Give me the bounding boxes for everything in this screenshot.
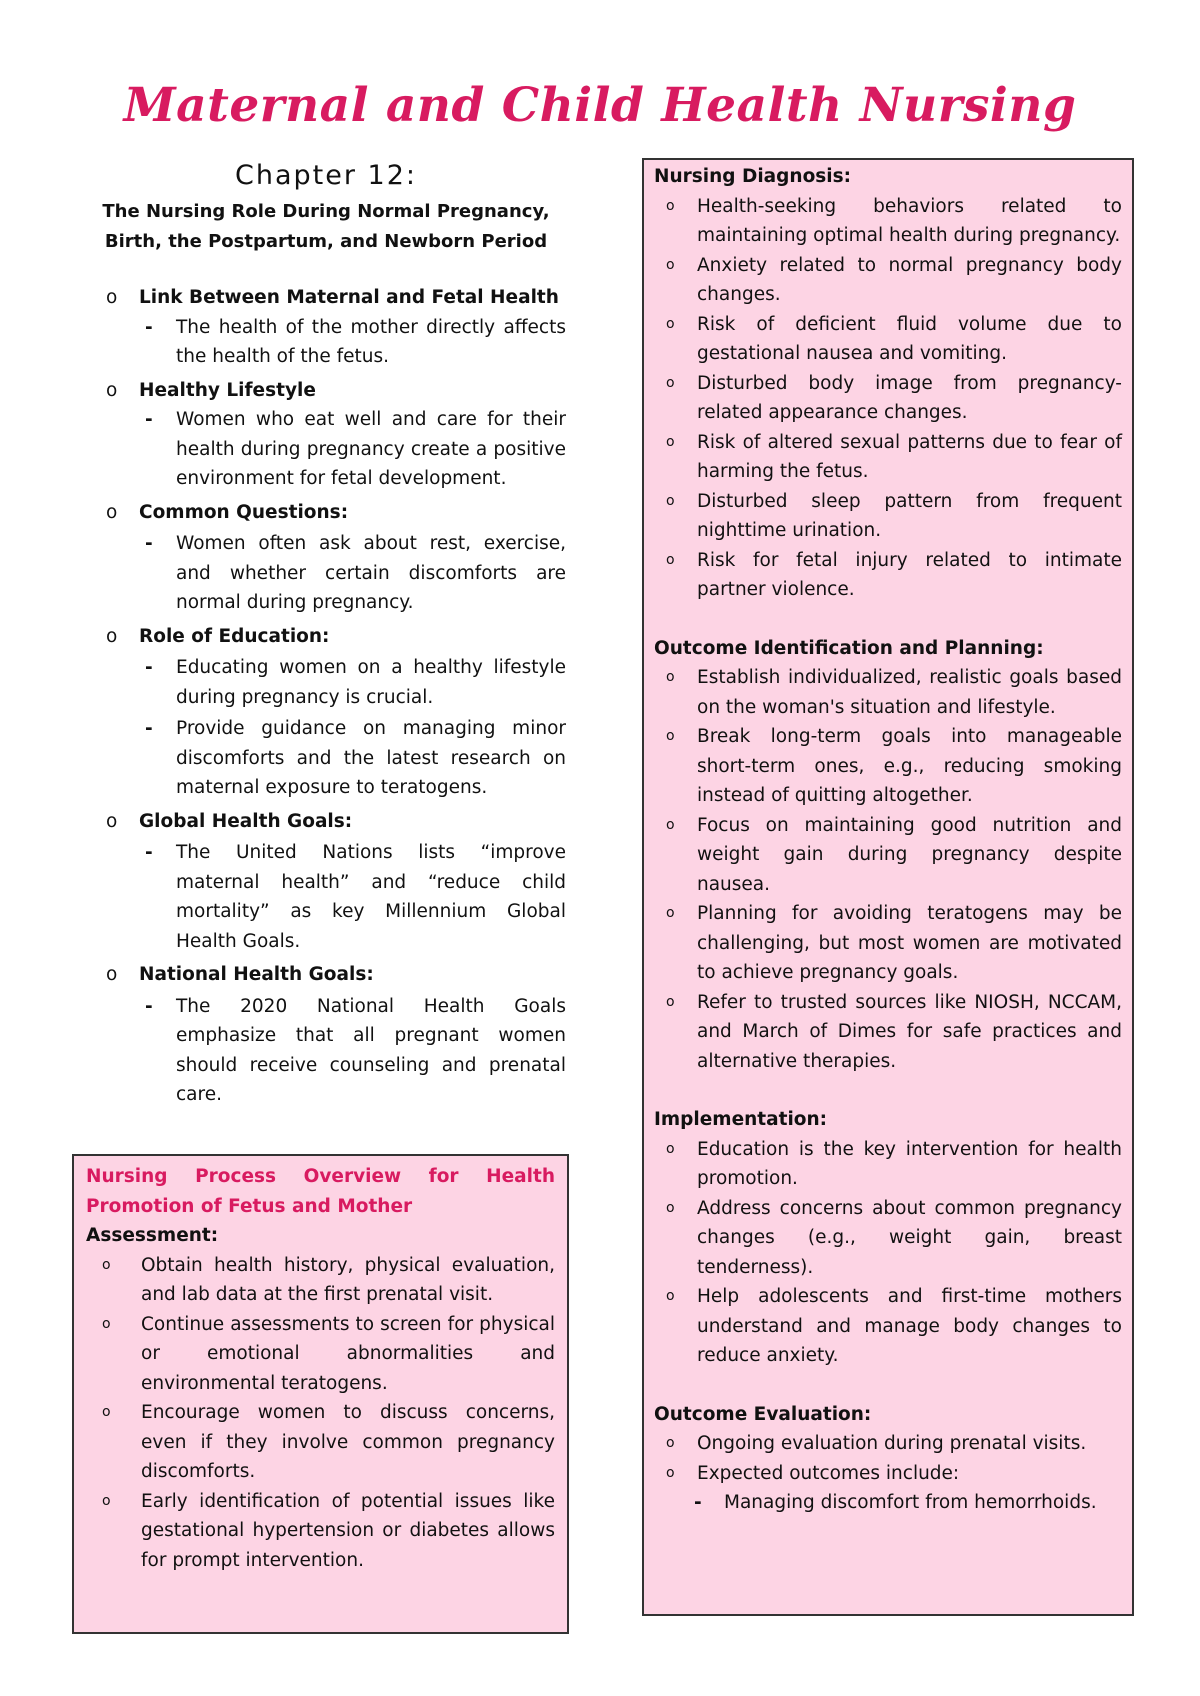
circle-bullet-icon: o [666, 905, 675, 921]
assessment-item [86, 1487, 555, 1576]
planning-heading: Outcome Identification and Planning: [654, 637, 1044, 659]
assessment-item [86, 1310, 555, 1399]
diagnosis-text: Disturbed sleep pattern from frequent nighttime urination. [697, 490, 1122, 541]
nursing-process-box [72, 1154, 569, 1634]
topic-point [139, 313, 566, 372]
circle-bullet-icon: o [106, 964, 118, 985]
topic-list [106, 283, 566, 1110]
topic-point-text: The 2020 National Health Goals emphasize that all pregnant women should receive counseling and prenatal care. [176, 995, 566, 1105]
assessment-list [86, 1251, 555, 1576]
circle-bullet-icon: o [666, 1140, 675, 1157]
diagnosis-text: Risk for fetal injury related to intimate partner violence. [697, 549, 1122, 600]
dash-bullet-icon: - [145, 718, 153, 739]
topic-heading: Role of Education: [139, 625, 330, 647]
diagnosis-item [654, 487, 1122, 546]
topic-point-text: Women who eat well and care for their health during pregnancy create a positive environment for fetal development. [176, 409, 566, 489]
dash-bullet-icon: - [145, 657, 153, 678]
planning-text: Focus on maintaining good nutrition and weight gain during pregnancy despite nausea. [697, 814, 1122, 895]
evaluation-sublist [654, 1488, 1122, 1518]
evaluation-heading: Outcome Evaluation: [654, 1403, 872, 1425]
topic-point [139, 405, 566, 494]
nursing-process-title: Nursing Process Overview for Health Promotion of Fetus and Mother [86, 1166, 555, 1217]
circle-bullet-icon: o [666, 669, 675, 685]
topic-point-text: Provide guidance on managing minor discomforts and the latest research on maternal exposure to teratogens. [176, 718, 566, 798]
dash-bullet-icon: - [145, 533, 153, 554]
chapter-number: Chapter 12: [235, 160, 417, 191]
diagnosis-heading: Nursing Diagnosis: [654, 166, 852, 187]
circle-bullet-icon: o [666, 993, 675, 1010]
circle-bullet-icon: o [666, 433, 675, 450]
circle-bullet-icon: o [666, 492, 675, 509]
assessment-text: Continue assessments to screen for physical or emotional abnormalities and environmental teratogens. [141, 1313, 555, 1394]
implementation-item [654, 1135, 1122, 1194]
circle-bullet-icon: o [106, 501, 118, 523]
section-spacer [654, 1076, 1122, 1105]
implementation-item [654, 1282, 1122, 1371]
planning-item [654, 722, 1122, 811]
topic-heading: Link Between Maternal and Fetal Health [139, 287, 559, 308]
circle-bullet-icon: o [106, 810, 118, 832]
evaluation-text: Ongoing evaluation during prenatal visits. [697, 1433, 1087, 1454]
topic-heading: National Health Goals: [139, 964, 374, 985]
assessment-heading: Assessment: [86, 1225, 219, 1246]
diagnosis-item [654, 546, 1122, 605]
assessment-text: Early identification of potential issues like gestational hypertension or diabetes allows for prompt intervention. [141, 1490, 555, 1571]
planning-item [654, 811, 1122, 900]
topic-point-text: Women often ask about rest, exercise, and whether certain discomforts are normal during pregnancy. [176, 533, 566, 613]
topic-heading: Healthy Lifestyle [139, 379, 316, 401]
circle-bullet-icon: o [666, 551, 675, 568]
dash-bullet-icon: - [145, 409, 153, 430]
topic-points [139, 529, 566, 618]
diagnosis-item [654, 310, 1122, 369]
circle-bullet-icon: o [106, 287, 118, 308]
topic-point [139, 838, 566, 956]
dash-bullet-icon: - [145, 995, 153, 1017]
topic-point-text: The United Nations lists “improve maternal health” and “reduce child mortality” as key Millennium Global Health Goals. [176, 842, 566, 952]
circle-bullet-icon: o [102, 1256, 111, 1273]
planning-list [654, 663, 1122, 1076]
evaluation-list [654, 1429, 1122, 1488]
circle-bullet-icon: o [666, 256, 675, 273]
topic-item [106, 376, 566, 494]
topic-point-text: The health of the mother directly affects the health of the fetus. [176, 316, 566, 367]
implementation-list [654, 1135, 1122, 1371]
circle-bullet-icon: o [666, 1435, 675, 1451]
planning-item [654, 899, 1122, 988]
topic-points [139, 313, 566, 372]
topic-item [106, 807, 566, 957]
left-column [86, 160, 566, 1114]
evaluation-item [654, 1429, 1122, 1459]
topic-point [139, 529, 566, 618]
implementation-text: Help adolescents and first-time mothers understand and manage body changes to reduce anxiety. [697, 1286, 1122, 1366]
nursing-process-detail-box [642, 158, 1134, 1616]
planning-text: Planning for avoiding teratogens may be challenging, but most women are motivated to achieve pregnancy goals. [697, 903, 1122, 983]
planning-text: Break long-term goals into manageable short-term ones, e.g., reducing smoking instead of quitting altogether. [697, 726, 1122, 806]
topic-item [106, 498, 566, 618]
circle-bullet-icon: o [666, 1199, 675, 1216]
evaluation-item [654, 1459, 1122, 1489]
diagnosis-list [654, 192, 1122, 605]
topic-item [106, 960, 566, 1110]
diagnosis-text: Disturbed body image from pregnancy-related appearance changes. [697, 372, 1122, 423]
topic-points [139, 405, 566, 494]
diagnosis-text: Health-seeking behaviors related to maintaining optimal health during pregnancy. [697, 195, 1122, 246]
circle-bullet-icon: o [106, 625, 118, 647]
section-spacer [654, 605, 1122, 634]
dash-bullet-icon: - [694, 1492, 702, 1513]
dash-bullet-icon: - [145, 842, 153, 863]
diagnosis-text: Risk of deficient fluid volume due to gestational nausea and vomiting. [697, 313, 1122, 364]
chapter-subtitle: The Nursing Role During Normal Pregnancy, Birth, the Postpartum, and Newborn Period [102, 201, 550, 252]
topic-item [106, 622, 566, 803]
topic-point [139, 714, 566, 803]
diagnosis-text: Anxiety related to normal pregnancy body changes. [697, 254, 1122, 305]
circle-bullet-icon: o [666, 197, 675, 214]
implementation-text: Address concerns about common pregnancy changes (e.g., weight gain, breast tenderness). [697, 1197, 1122, 1278]
circle-bullet-icon: o [102, 1315, 111, 1332]
circle-bullet-icon: o [666, 728, 675, 744]
evaluation-subitem [654, 1488, 1122, 1518]
implementation-item [654, 1194, 1122, 1283]
assessment-text: Obtain health history, physical evaluation, and lab data at the first prenatal visit. [141, 1254, 555, 1305]
diagnosis-item [654, 428, 1122, 487]
assessment-text: Encourage women to discuss concerns, even if they involve common pregnancy discomforts. [141, 1402, 555, 1482]
circle-bullet-icon: o [102, 1404, 111, 1420]
circle-bullet-icon: o [666, 1464, 675, 1481]
planning-item [654, 663, 1122, 722]
topic-heading: Global Health Goals: [139, 810, 353, 832]
topic-points [139, 992, 566, 1110]
topic-points [139, 838, 566, 956]
planning-text: Establish individualized, realistic goals based on the woman's situation and lifestyle. [697, 667, 1122, 718]
evaluation-text: Expected outcomes include: [697, 1462, 960, 1484]
implementation-text: Education is the key intervention for health promotion. [697, 1138, 1122, 1189]
evaluation-subtext: Managing discomfort from hemorrhoids. [724, 1492, 1097, 1513]
assessment-item [86, 1398, 555, 1487]
diagnosis-item [654, 251, 1122, 310]
assessment-item [86, 1251, 555, 1310]
topic-heading: Common Questions: [139, 501, 349, 523]
circle-bullet-icon: o [106, 379, 118, 401]
circle-bullet-icon: o [666, 816, 675, 833]
circle-bullet-icon: o [666, 315, 675, 332]
page-title: Maternal and Child Health Nursing [123, 78, 1077, 133]
section-spacer [654, 1371, 1122, 1400]
implementation-heading: Implementation: [654, 1109, 828, 1130]
circle-bullet-icon: o [102, 1492, 111, 1509]
topic-points [139, 653, 566, 803]
topic-item [106, 283, 566, 372]
topic-point [139, 653, 566, 712]
diagnosis-text: Risk of altered sexual patterns due to fear of harming the fetus. [697, 431, 1122, 482]
circle-bullet-icon: o [666, 1288, 675, 1304]
circle-bullet-icon: o [666, 374, 675, 391]
planning-item [654, 988, 1122, 1077]
dash-bullet-icon: - [145, 316, 153, 338]
diagnosis-item [654, 192, 1122, 251]
planning-text: Refer to trusted sources like NIOSH, NCCAM, and March of Dimes for safe practices and alternative therapies. [697, 991, 1122, 1072]
topic-point [139, 992, 566, 1110]
diagnosis-item [654, 369, 1122, 428]
topic-point-text: Educating women on a healthy lifestyle during pregnancy is crucial. [176, 657, 566, 708]
